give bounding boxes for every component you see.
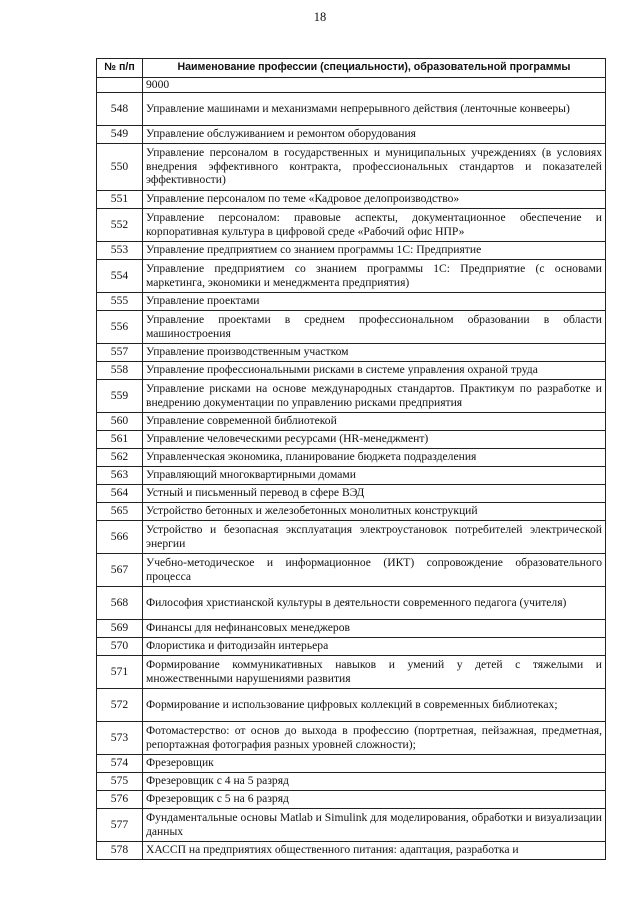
table-row — [97, 92, 606, 125]
table-row — [97, 754, 606, 772]
profession-name: Учебно-методическое и информационное (ИКТ) сопровождение образовательного процесса — [143, 553, 606, 586]
row-number: 565 — [97, 502, 143, 520]
professions-table — [96, 58, 606, 860]
profession-name: Управление персоналом: правовые аспекты, документационное обеспечение и корпоративная культура в цифровой среде «Рабочий офис НПР» — [143, 208, 606, 241]
table-row — [97, 343, 606, 361]
profession-name: Управление персоналом в государственных и муниципальных учреждениях (в условиях внедрения эффективного контракта, профессиональных стандартов и показателей эффективности) — [143, 143, 606, 190]
profession-name: Фотомастерство: от основ до выхода в профессию (портретная, пейзажная, предметная, репортажная фотография разных уровней сложности); — [143, 721, 606, 754]
profession-name: ХАССП на предприятиях общественного питания: адаптация, разработка и — [143, 841, 606, 859]
table-row — [97, 259, 606, 292]
profession-name: Управление современной библиотекой — [143, 412, 606, 430]
header-profession-name: Наименование профессии (специальности), образовательной программы — [143, 59, 606, 78]
profession-name: Флористика и фитодизайн интерьера — [143, 637, 606, 655]
table-row — [97, 553, 606, 586]
table-row — [97, 502, 606, 520]
page-number: 18 — [313, 10, 327, 24]
table-row — [97, 721, 606, 754]
table-row — [97, 190, 606, 208]
continuation-row — [97, 78, 606, 93]
table-row — [97, 208, 606, 241]
row-number: 555 — [97, 292, 143, 310]
row-number: 564 — [97, 484, 143, 502]
profession-name: Управление человеческими ресурсами (HR-менеджмент) — [143, 430, 606, 448]
row-number: 576 — [97, 790, 143, 808]
profession-name: Формирование коммуникативных навыков и умений у детей с тяжелыми и множественными нарушениями развития — [143, 655, 606, 688]
table-row — [97, 637, 606, 655]
table-row — [97, 361, 606, 379]
row-number: 557 — [97, 343, 143, 361]
profession-name: Управление машинами и механизмами непрерывного действия (ленточные конвееры) — [143, 92, 606, 125]
row-number: 569 — [97, 619, 143, 637]
profession-name: Управление проектами — [143, 292, 606, 310]
profession-name: Формирование и использование цифровых коллекций в современных библиотеках; — [143, 688, 606, 721]
table-row — [97, 466, 606, 484]
row-number — [97, 78, 143, 93]
row-number: 563 — [97, 466, 143, 484]
row-number: 577 — [97, 808, 143, 841]
row-number: 548 — [97, 92, 143, 125]
row-number: 559 — [97, 379, 143, 412]
profession-name: Устройство и безопасная эксплуатация электроустановок потребителей электрической энергии — [143, 520, 606, 553]
row-number: 573 — [97, 721, 143, 754]
table-row — [97, 586, 606, 619]
row-number: 561 — [97, 430, 143, 448]
profession-name: Управление персоналом по теме «Кадровое делопроизводство» — [143, 190, 606, 208]
table-row — [97, 841, 606, 859]
profession-name: Фрезеровщик с 4 на 5 разряд — [143, 772, 606, 790]
profession-name: Фрезеровщик — [143, 754, 606, 772]
table-row — [97, 379, 606, 412]
row-number: 562 — [97, 448, 143, 466]
profession-name: Фундаментальные основы Matlab и Simulink для моделирования, обработки и визуализации данных — [143, 808, 606, 841]
continuation-text: 9000 — [143, 78, 606, 93]
row-number: 550 — [97, 143, 143, 190]
profession-name: Управление предприятием со знанием программы 1С: Предприятие (с основами маркетинга, экономики и менеджмента предприятия) — [143, 259, 606, 292]
profession-name: Управление проектами в среднем профессиональном образовании в области машиностроения — [143, 310, 606, 343]
table-row — [97, 484, 606, 502]
profession-name: Управление рисками на основе международных стандартов. Практикум по разработке и внедрению документации по управлению рисками предприятия — [143, 379, 606, 412]
table-row — [97, 241, 606, 259]
table-row — [97, 448, 606, 466]
row-number: 554 — [97, 259, 143, 292]
row-number: 553 — [97, 241, 143, 259]
row-number: 571 — [97, 655, 143, 688]
table-row — [97, 772, 606, 790]
table-header-row — [97, 59, 606, 78]
table-row — [97, 125, 606, 143]
row-number: 552 — [97, 208, 143, 241]
table-row — [97, 412, 606, 430]
row-number: 570 — [97, 637, 143, 655]
row-number: 560 — [97, 412, 143, 430]
row-number: 575 — [97, 772, 143, 790]
row-number: 578 — [97, 841, 143, 859]
profession-name: Финансы для нефинансовых менеджеров — [143, 619, 606, 637]
row-number: 556 — [97, 310, 143, 343]
profession-name: Управление обслуживанием и ремонтом оборудования — [143, 125, 606, 143]
profession-name: Управление производственным участком — [143, 343, 606, 361]
table-row — [97, 808, 606, 841]
profession-name: Фрезеровщик с 5 на 6 разряд — [143, 790, 606, 808]
row-number: 567 — [97, 553, 143, 586]
profession-name: Управленческая экономика, планирование бюджета подразделения — [143, 448, 606, 466]
profession-name: Управление профессиональными рисками в системе управления охраной труда — [143, 361, 606, 379]
table-row — [97, 430, 606, 448]
table-row — [97, 655, 606, 688]
table-row — [97, 520, 606, 553]
profession-name: Управляющий многоквартирными домами — [143, 466, 606, 484]
table-row — [97, 292, 606, 310]
profession-name: Устный и письменный перевод в сфере ВЭД — [143, 484, 606, 502]
row-number: 551 — [97, 190, 143, 208]
table-row — [97, 688, 606, 721]
row-number: 574 — [97, 754, 143, 772]
row-number: 572 — [97, 688, 143, 721]
row-number: 568 — [97, 586, 143, 619]
profession-name: Управление предприятием со знанием программы 1С: Предприятие — [143, 241, 606, 259]
row-number: 558 — [97, 361, 143, 379]
table-row — [97, 310, 606, 343]
table-row — [97, 143, 606, 190]
row-number: 549 — [97, 125, 143, 143]
header-number: № п/п — [97, 59, 143, 78]
profession-name: Устройство бетонных и железобетонных монолитных конструкций — [143, 502, 606, 520]
table-row — [97, 790, 606, 808]
row-number: 566 — [97, 520, 143, 553]
profession-name: Философия христианской культуры в деятельности современного педагога (учителя) — [143, 586, 606, 619]
table-row — [97, 619, 606, 637]
